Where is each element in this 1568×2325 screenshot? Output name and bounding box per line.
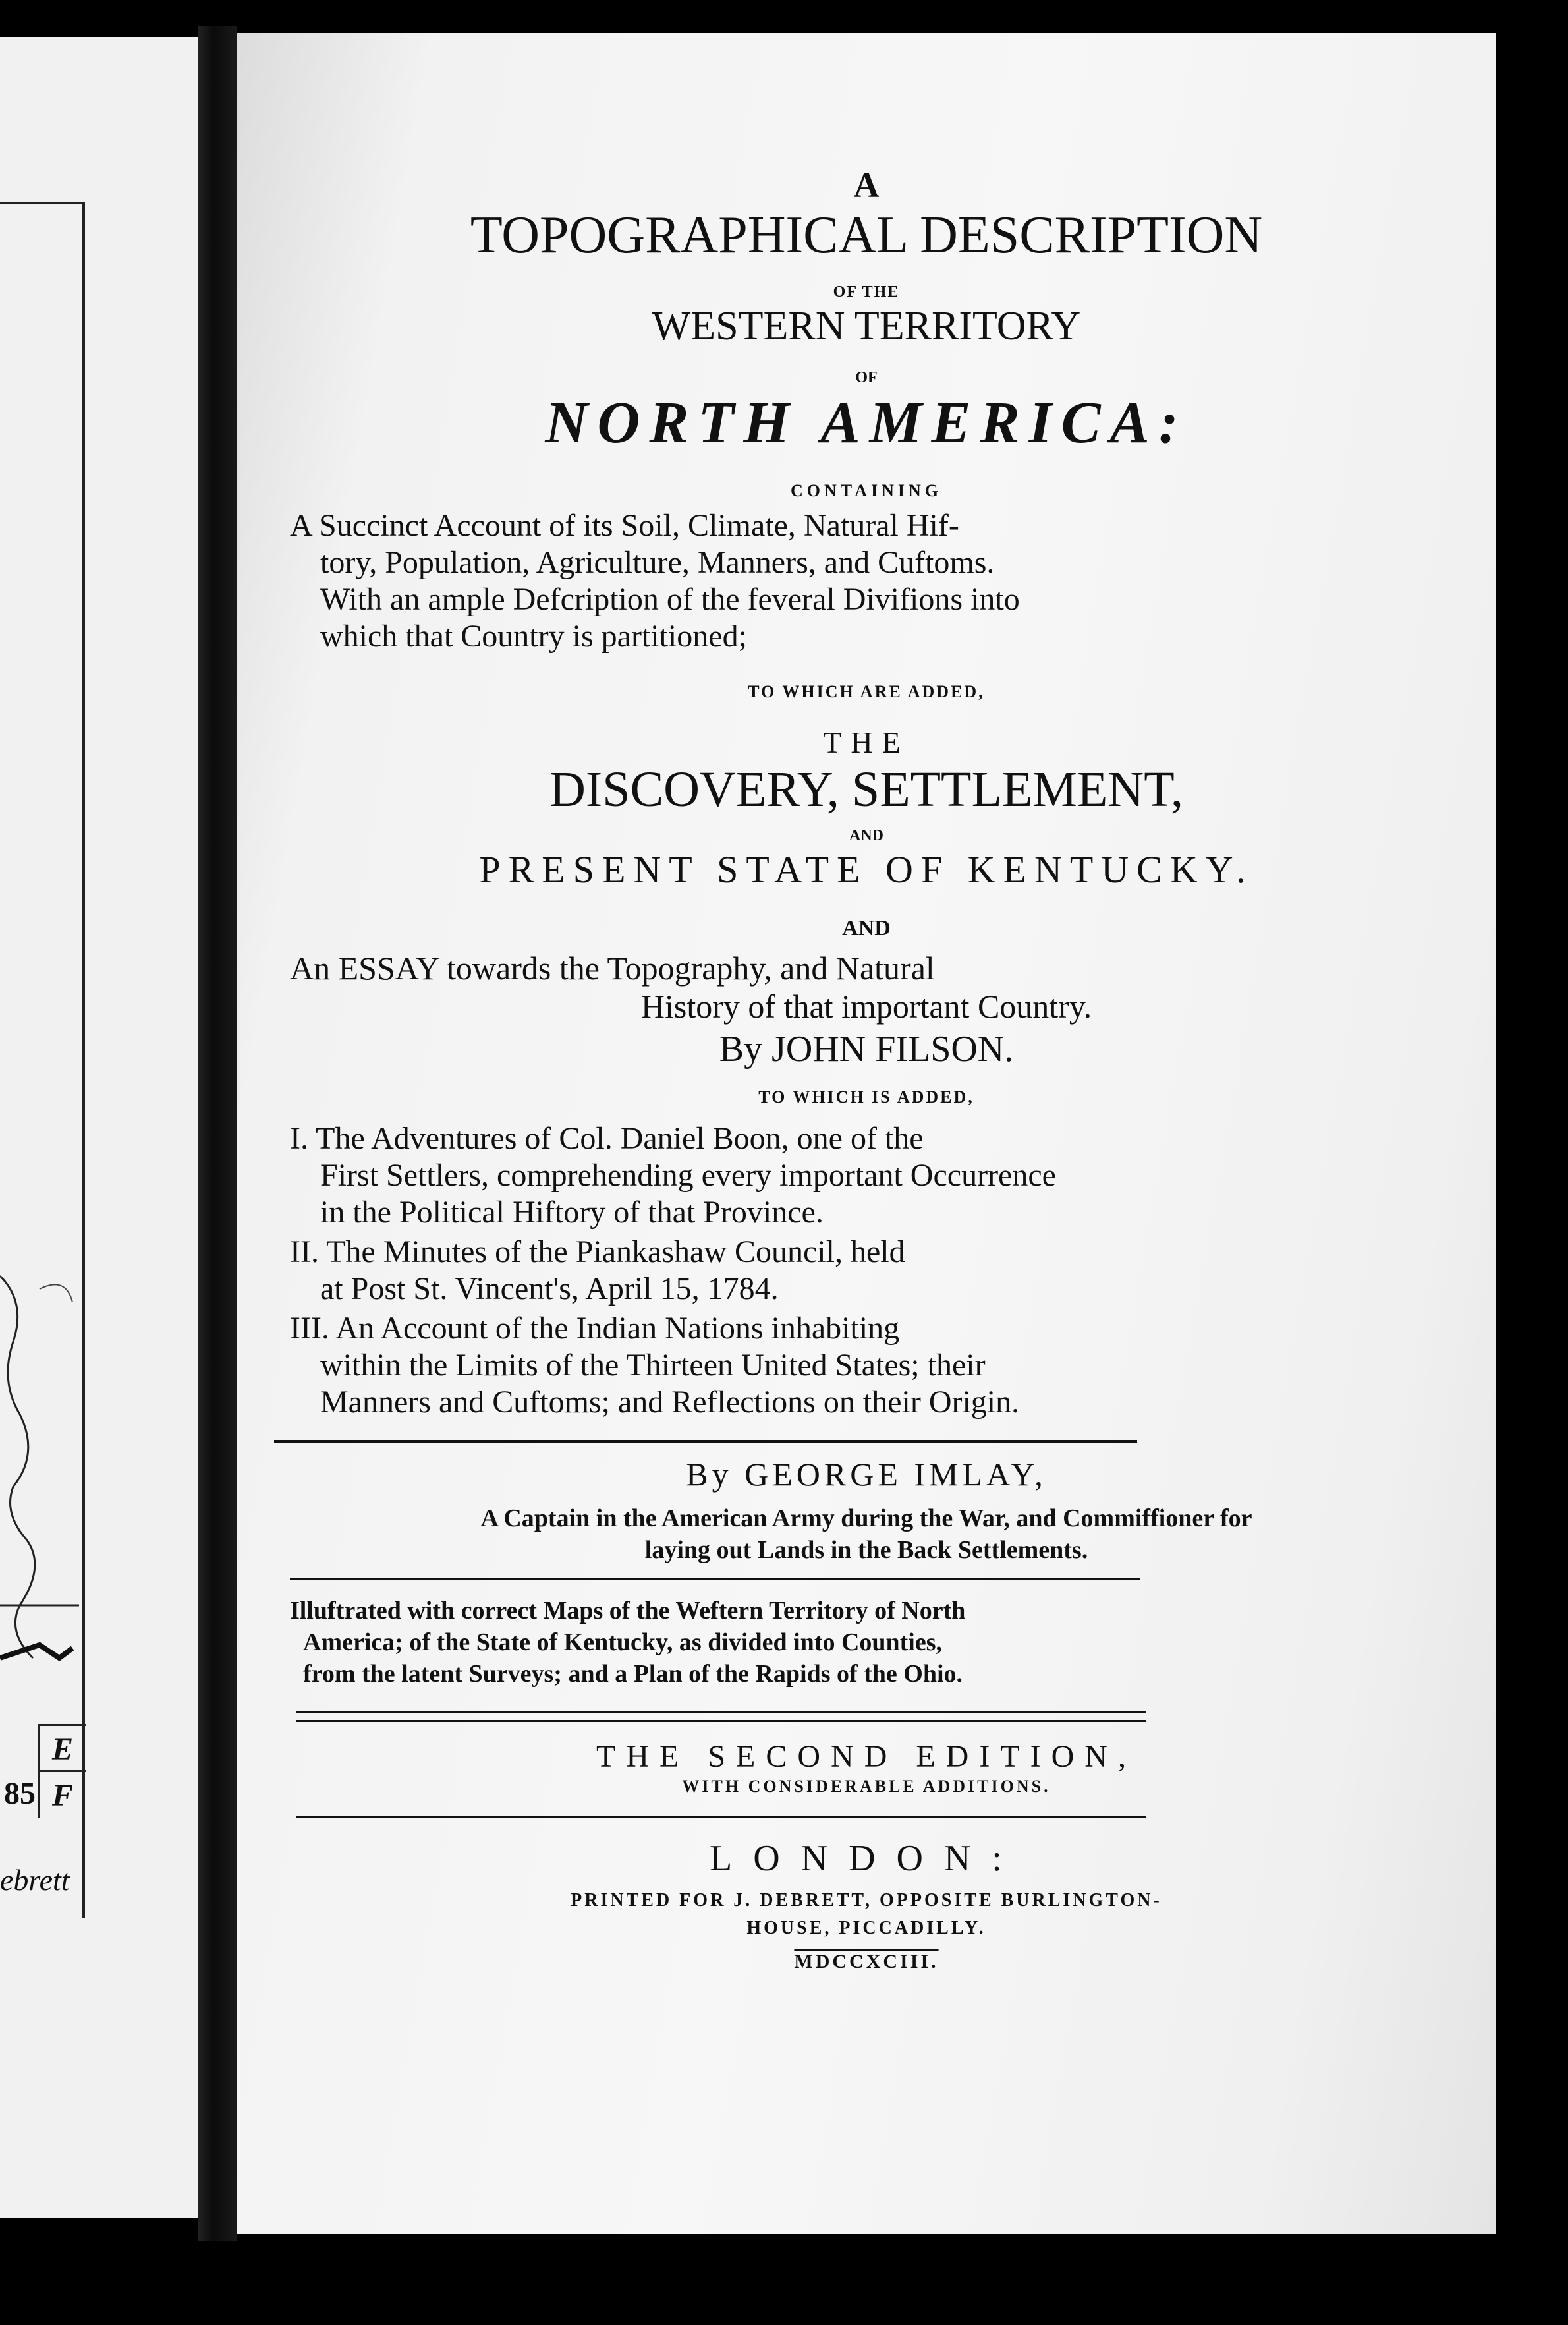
item-3-line-2: within the Limits of the Thirteen United States; their [320,1348,986,1383]
containing-label: CONTAINING [791,481,942,500]
title-of: OF [855,369,878,386]
the-label: THE [823,726,910,759]
rule-4 [296,1816,1146,1818]
description-line-3: With an ample Defcription of the feveral Divifions into [320,582,1020,617]
left-page-map [0,37,198,2218]
title-line-3: NORTH AMERICA: [545,390,1188,455]
title-page [237,33,1496,2234]
imlay-line-2: laying out Lands in the Back Settlements. [644,1536,1088,1564]
item-2-line-2: at Post St. Vincent's, April 15, 1784. [320,1271,779,1306]
map-grid-strip [0,1724,86,1869]
illustrated-line-2: America; of the State of Kentucky, as divided into Counties, [303,1628,943,1656]
description-line-4: which that Country is partitioned; [320,619,747,654]
to-which-is-added: TO WHICH IS ADDED, [758,1087,974,1106]
item-3-line-1: III. An Account of the Indian Nations inhabiting [290,1311,900,1346]
by-imlay: By GEORGE IMLAY, [686,1456,1047,1493]
printer-line-1: PRINTED FOR J. DEBRETT, OPPOSITE BURLINGTON- [571,1890,1162,1910]
by-filson: By JOHN FILSON. [719,1029,1014,1070]
and-small: AND [849,827,883,844]
edition: THE SECOND EDITION, [596,1739,1136,1774]
item-2-line-1: II. The Minutes of the Piankashaw Council, held [290,1234,905,1269]
present-state-line: PRESENT STATE OF KENTUCKY. [479,848,1254,891]
year: MDCCXCIII. [794,1951,939,1972]
map-grid-number: 85 [4,1775,36,1811]
rule-2 [290,1578,1140,1580]
printer-line-2: HOUSE, PICCADILLY. [746,1918,986,1938]
item-1-line-3: in the Political Hiftory of that Province. [320,1195,824,1230]
imlay-line-1: A Captain in the American Army during the War, and Commiffioner for [480,1505,1252,1532]
edition-sub: WITH CONSIDERABLE ADDITIONS. [682,1777,1051,1796]
book-gutter [198,26,237,2241]
description-line-2: tory, Population, Agriculture, Manners, and Cuftoms. [320,545,995,580]
item-1-line-1: I. The Adventures of Col. Daniel Boon, one of the [290,1121,924,1156]
map-credit: ebrett [0,1863,70,1897]
to-which-are-added: TO WHICH ARE ADDED, [748,682,985,701]
and-large: AND [842,916,891,940]
map-grid-label-e: E [38,1724,86,1772]
illustrated-line-1: Illuftrated with correct Maps of the Weftern Territory of North [290,1597,966,1624]
rule-3a [296,1711,1146,1713]
essay-line-2: History of that important Country. [640,988,1092,1025]
title-article: A [853,165,880,205]
map-river-lines [0,1263,99,1724]
essay-line-1: An ESSAY towards the Topography, and Natural [290,950,935,987]
map-grid-label-f: F [38,1770,86,1818]
discovery-line: DISCOVERY, SETTLEMENT, [549,762,1183,817]
item-1-line-2: First Settlers, comprehending every important Occurrence [320,1158,1056,1193]
illustrated-line-3: from the latent Surveys; and a Plan of the Rapids of the Ohio. [303,1660,963,1688]
city: LONDON: [710,1838,1023,1879]
description-line-1: A Succinct Account of its Soil, Climate, Natural Hif- [290,508,959,543]
rule-3b [296,1720,1146,1722]
title-line-1: TOPOGRAPHICAL DESCRIPTION [470,206,1263,264]
title-line-2: WESTERN TERRITORY [652,304,1081,349]
rule-1 [274,1440,1137,1443]
item-3-line-3: Manners and Cuftoms; and Reflections on their Origin. [320,1385,1020,1420]
title-of-the: OF THE [833,283,900,301]
